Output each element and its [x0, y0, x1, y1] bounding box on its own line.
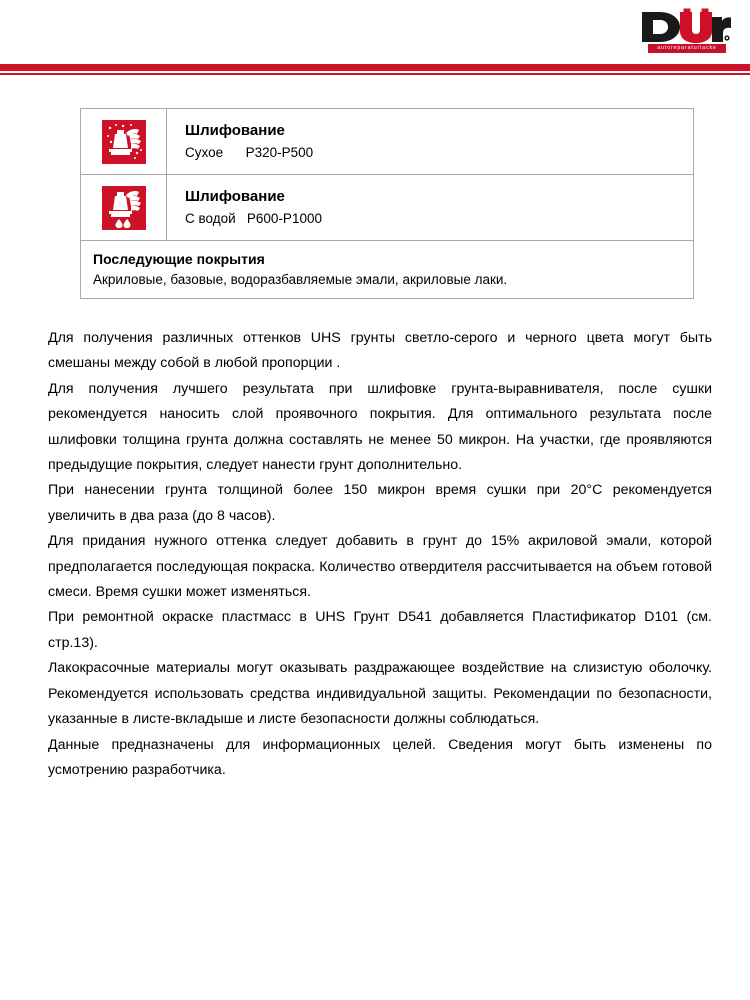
topcoats-cell	[81, 241, 693, 298]
wet-sanding-icon	[102, 186, 146, 230]
dry-sanding-text-cell	[167, 109, 693, 174]
row-subtitle: Сухое P320-P500	[185, 145, 314, 160]
paragraph: Лакокрасочные материалы могут оказывать раздражающее воздействие на слизистую оболочку. Рекомендуется использовать средства индивидуальной защиты. Рекомендации по безопасности, указанные в листе-вкладыше и листе безопасности должны соблюдаться.	[48, 660, 712, 728]
page-header	[0, 0, 750, 80]
table-row	[81, 175, 693, 241]
topcoats-subtitle: Акриловые, базовые, водоразбавляемые эмали, акриловые лаки.	[93, 272, 508, 287]
logo-mark	[640, 8, 732, 44]
logo-tagline: autoreparaturlacke	[648, 44, 726, 53]
paragraph: Для придания нужного оттенка следует добавить в грунт до 15% акриловой эмали, которой предполагается последующая покраска. Количество отвердителя рассчитывается на объем готовой смеси. Время сушки может изменяться.	[48, 533, 712, 601]
body-copy	[48, 326, 712, 783]
row-title: Шлифование	[185, 122, 285, 139]
wet-sanding-text-cell	[167, 175, 693, 240]
header-rule-thin	[0, 73, 750, 75]
paragraph: При нанесении грунта толщиной более 150 микрон время сушки при 20°C рекомендуется увеличить в два раза (до 8 часов).	[48, 482, 712, 524]
row-subtitle: С водой P600-P1000	[185, 211, 322, 226]
spec-table	[80, 108, 694, 299]
header-rule-thick	[0, 64, 750, 71]
paragraph: При ремонтной окраске пластмасс в UHS Грунт D541 добавляется Пластификатор D101 (см. стр.13).	[48, 609, 712, 651]
table-row-topcoats	[81, 241, 693, 298]
brand-logo	[640, 8, 732, 58]
dur-logo-icon	[640, 8, 732, 46]
paragraph: Данные предназначены для информационных целей. Сведения могут быть изменены по усмотрению разработчика.	[48, 736, 712, 778]
row-title: Шлифование	[185, 188, 285, 205]
topcoats-title: Последующие покрытия	[93, 251, 265, 267]
paragraph: Для получения лучшего результата при шлифовке грунта-выравнивателя, после сушки рекомендуется наносить слой проявочного покрытия. Для оптимального результата после шлифовки толщина грунта должна составлять не менее 50 микрон. На участки, где проявляются предыдущие покрытия, следует нанести грунт дополнительно.	[48, 380, 712, 474]
dry-sanding-icon	[102, 120, 146, 164]
dry-sanding-icon-cell	[81, 109, 167, 174]
table-row	[81, 109, 693, 175]
paragraph: Для получения различных оттенков UHS грунты светло-серого и черного цвета могут быть смешаны между собой в любой пропорции .	[48, 330, 712, 372]
wet-sanding-icon-cell	[81, 175, 167, 240]
